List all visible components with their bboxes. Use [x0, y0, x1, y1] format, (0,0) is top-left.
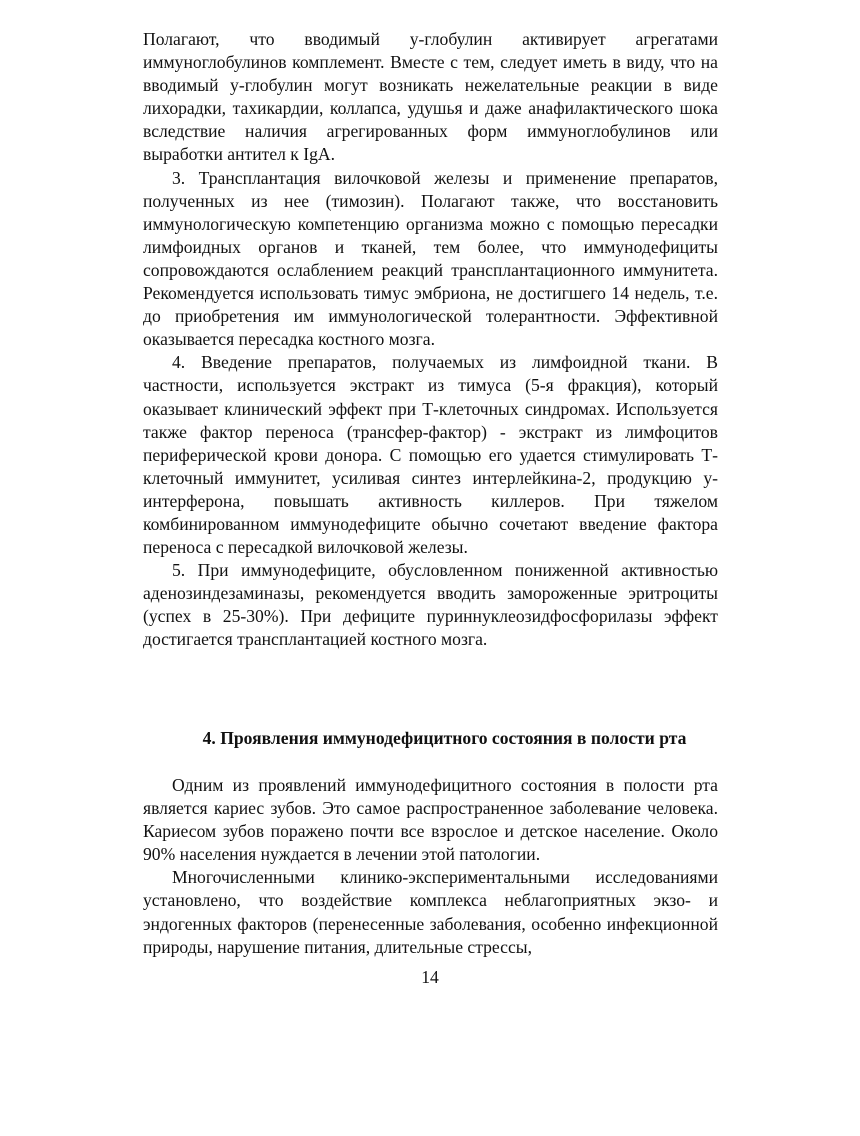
section-heading: 4. Проявления иммунодефицитного состояния в полости рта — [202, 728, 687, 748]
paragraph-research: Многочисленными клинико-экспериментальными исследованиями установлено, что воздействие комплекса неблагоприятных экзо- и эндогенных факторов (перенесенные заболевания, особенно инфекционной природы, нарушение питания, длительные стрессы, — [143, 867, 718, 957]
paragraph-caries: Одним из проявлений иммунодефицитного состояния в полости рта является кариес зубов. Это самое распространенное заболевание человека. Кариесом зубов поражено почти все взрослое и детское население. Около 90% населения нуждается в лечении этой патологии. — [143, 775, 718, 865]
paragraph-item-4: 4. Введение препаратов, получаемых из лимфоидной ткани. В частности, используется экстракт из тимуса (5-я фракция), который оказывает клинический эффект при Т-клеточных синдромах. Используется также фактор переноса (трансфер-фактор) - экстракт из лимфоцитов периферической крови донора. С помощью его удается стимулировать Т-клеточный иммунитет, усиливая синтез интерлейкина-2, продукцию у-интерферона, повышать активность киллеров. При тяжелом комбинированном иммунодефиците обычно сочетают введение фактора переноса с пересадкой вилочковой железы. — [143, 352, 718, 558]
body-text-top — [143, 28, 718, 652]
page-number: 14 — [421, 967, 439, 987]
paragraph-item-5: 5. При иммунодефиците, обусловленном пониженной активностью аденозиндезаминазы, рекомендуется вводить замороженные эритроциты (успех в 25-30%). При дефиците пуриннуклеозидфосфорилазы эффект достигается трансплантацией костного мозга. — [143, 560, 718, 650]
paragraph-continuation: Полагают, что вводимый у-глобулин активирует агрегатами иммуноглобулинов комплемент. Вместе с тем, следует иметь в виду, что на вводимый у-глобулин могут возникать нежелательные реакции в виде лихорадки, тахикардии, коллапса, удушья и даже анафилактического шока вследствие наличия агрегированных форм иммуноглобулинов или выработки антител к IgA. — [143, 29, 718, 165]
body-text-bottom — [143, 774, 718, 959]
paragraph-item-3: 3. Трансплантация вилочковой железы и применение препаратов, полученных из нее (тимозин). Полагают также, что восстановить иммунологическую компетенцию организма можно с помощью пересадки лимфоидных органов и тканей, тем более, что иммунодефициты сопровождаются ослаблением реакций трансплантационного иммунитета. Рекомендуется использовать тимус эмбриона, не достигшего 14 недель, т.е. до приобретения им иммунологической толерантности. Эффективной оказывается пересадка костного мозга. — [143, 167, 718, 350]
